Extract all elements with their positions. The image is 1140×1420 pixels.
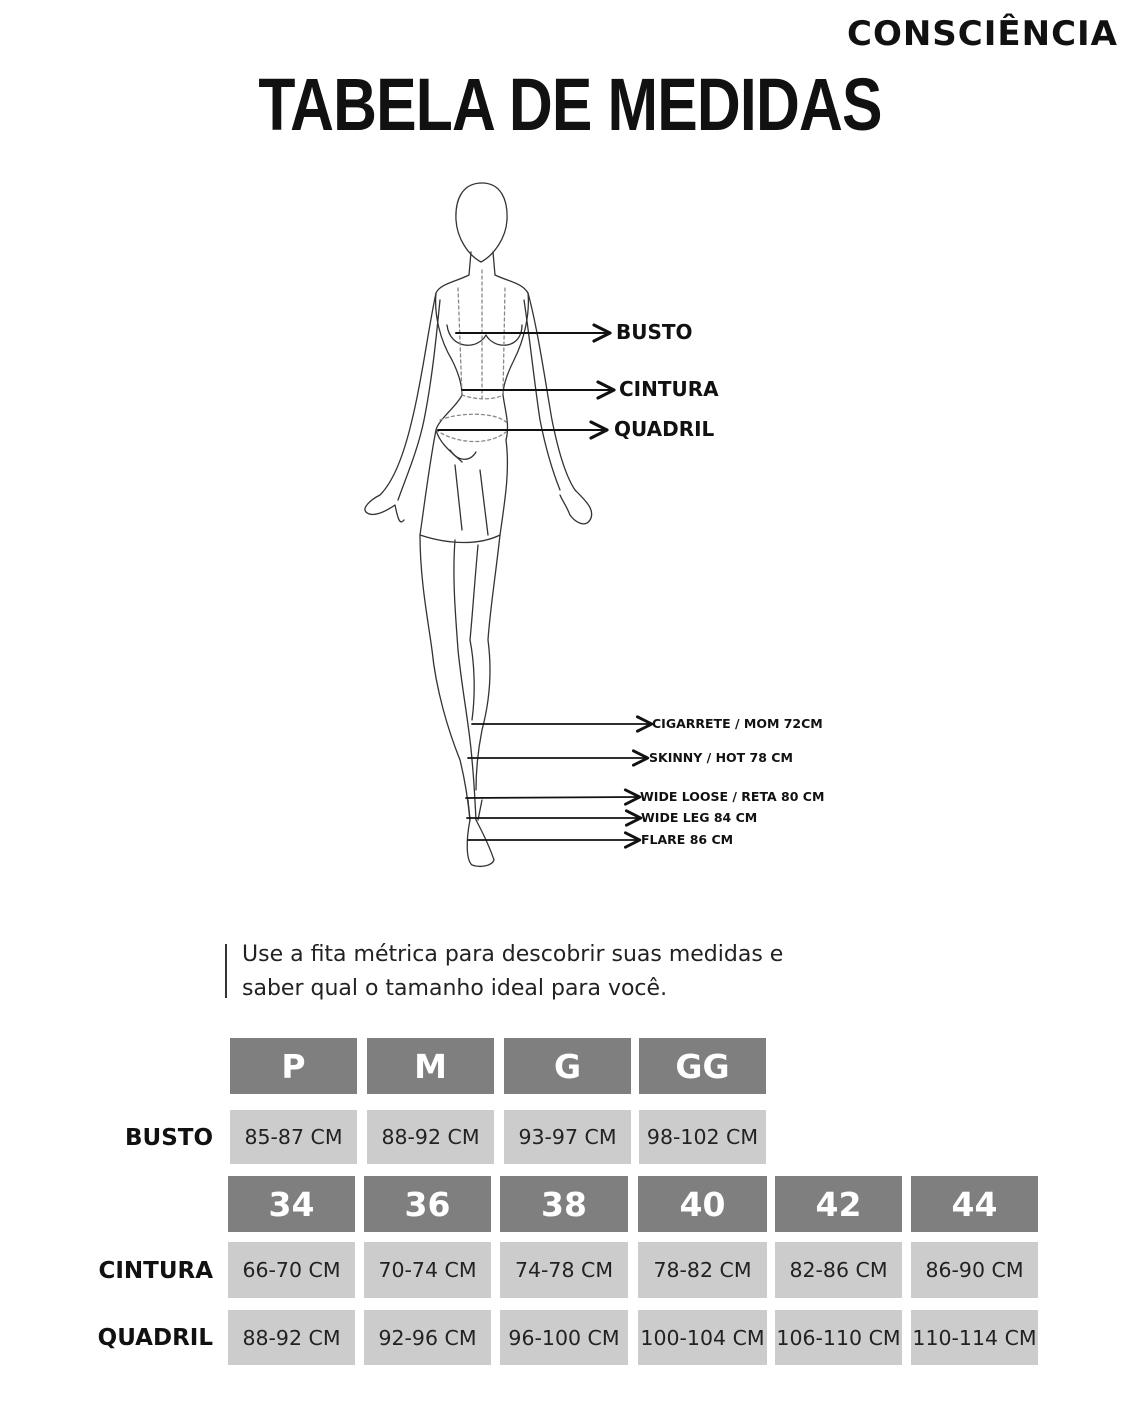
label-wide-loose: WIDE LOOSE / RETA 80 CM	[640, 789, 825, 804]
quadril-value: 88-92 CM	[228, 1310, 355, 1365]
figure-head	[456, 183, 507, 262]
brand-logo: CONSCIÊNCIA	[847, 14, 1118, 54]
cintura-value: 66-70 CM	[228, 1242, 355, 1298]
size-header-p: P	[230, 1038, 357, 1094]
quadril-value: 106-110 CM	[775, 1310, 902, 1365]
quadril-value: 110-114 CM	[911, 1310, 1038, 1365]
label-flare: FLARE 86 CM	[641, 832, 734, 847]
cintura-value: 74-78 CM	[500, 1242, 628, 1298]
size-header-36: 36	[364, 1176, 491, 1232]
page-title: TABELA DE MEDIDAS	[258, 63, 882, 146]
wide-loose-arrow	[466, 797, 638, 798]
quadril-value: 96-100 CM	[500, 1310, 628, 1365]
cintura-value: 82-86 CM	[775, 1242, 902, 1298]
figure-left-arm	[365, 293, 436, 522]
busto-value: 98-102 CM	[639, 1110, 766, 1164]
size-header-34: 34	[228, 1176, 355, 1232]
row-label-cintura: CINTURA	[98, 1258, 213, 1284]
label-skinny: SKINNY / HOT 78 CM	[649, 750, 793, 765]
size-header-38: 38	[500, 1176, 628, 1232]
cintura-value: 86-90 CM	[911, 1242, 1038, 1298]
instructions-line-1: Use a fita métrica para descobrir suas medidas e	[242, 942, 784, 967]
cintura-value: 78-82 CM	[638, 1242, 767, 1298]
quadril-value: 100-104 CM	[638, 1310, 767, 1365]
row-label-quadril: QUADRIL	[97, 1325, 213, 1351]
instructions-line-2: saber qual o tamanho ideal para você.	[242, 976, 668, 1001]
size-header-gg: GG	[639, 1038, 766, 1094]
figure-feet	[467, 820, 494, 866]
quadril-value: 92-96 CM	[364, 1310, 491, 1365]
busto-value: 85-87 CM	[230, 1110, 357, 1164]
label-cigarrete: CIGARRETE / MOM 72CM	[652, 716, 823, 731]
figure-right-leg	[476, 535, 500, 790]
busto-value: 88-92 CM	[367, 1110, 494, 1164]
instructions-divider	[225, 944, 227, 998]
size-header-40: 40	[638, 1176, 767, 1232]
row-label-busto: BUSTO	[124, 1125, 213, 1151]
cintura-value: 70-74 CM	[364, 1242, 491, 1298]
size-header-g: G	[504, 1038, 631, 1094]
label-busto: BUSTO	[616, 320, 693, 344]
label-wide-leg: WIDE LEG 84 CM	[641, 810, 758, 825]
busto-value: 93-97 CM	[504, 1110, 631, 1164]
size-header-m: M	[367, 1038, 494, 1094]
size-header-42: 42	[775, 1176, 902, 1232]
figure-skirt	[420, 430, 507, 543]
instructions-text	[242, 938, 882, 1006]
figure-left-leg	[420, 535, 470, 820]
size-header-44: 44	[911, 1176, 1038, 1232]
label-quadril: QUADRIL	[614, 417, 715, 441]
label-cintura: CINTURA	[619, 377, 719, 401]
